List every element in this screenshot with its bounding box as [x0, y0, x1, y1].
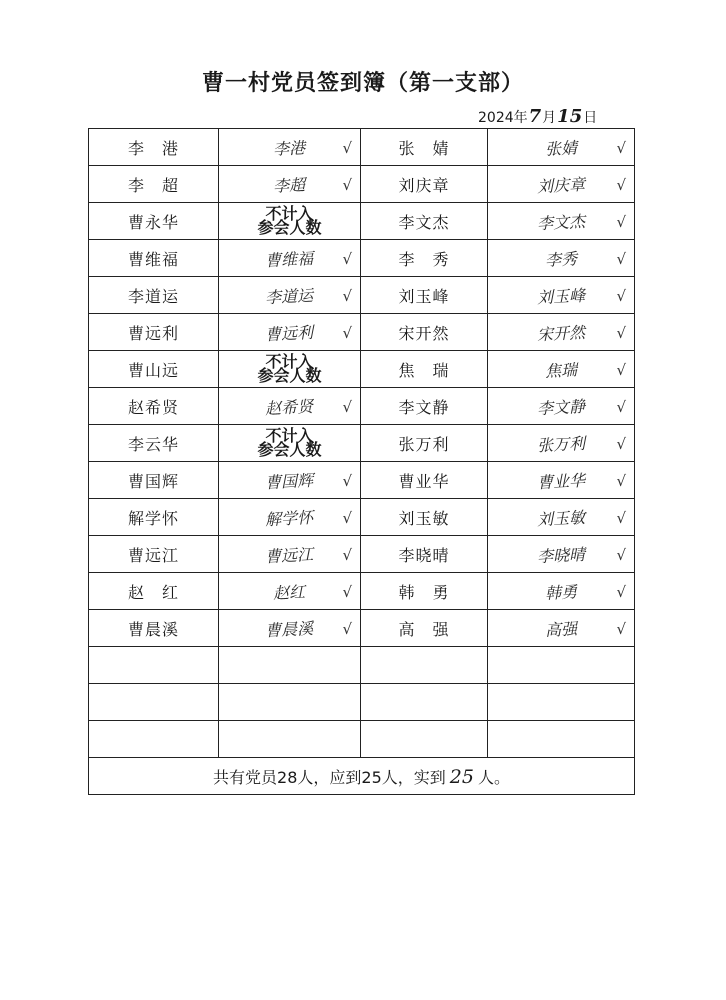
check-mark-icon: √	[616, 583, 626, 601]
check-mark-icon: √	[616, 398, 626, 416]
blank-cell	[219, 647, 361, 684]
member-row	[89, 203, 635, 240]
check-mark-icon: √	[616, 176, 626, 194]
sign-in-table-body	[89, 129, 635, 647]
summary-handwritten-count: 25	[449, 765, 474, 788]
note-line: 不计入	[265, 204, 314, 223]
blank-cell	[488, 647, 635, 684]
signature-cell	[488, 277, 635, 314]
member-name: 李 港	[89, 129, 219, 166]
member-name: 李晓晴	[361, 536, 488, 573]
not-counted-note	[219, 425, 361, 462]
member-row	[89, 462, 635, 499]
check-mark-icon: √	[342, 509, 352, 527]
member-name: 高 强	[361, 610, 488, 647]
note-line: 不计入	[265, 426, 314, 445]
member-name: 李 秀	[361, 240, 488, 277]
handwritten-signature: 焦瑞	[544, 359, 578, 381]
handwritten-signature: 宋开然	[536, 322, 586, 344]
signature-cell	[219, 314, 361, 351]
member-name: 李云华	[89, 425, 219, 462]
date-month-suffix: 月	[542, 110, 557, 126]
blank-cell	[219, 684, 361, 721]
member-name: 曹晨溪	[89, 610, 219, 647]
handwritten-signature: 赵希贤	[265, 396, 315, 418]
note-line: 参会人数	[257, 218, 322, 237]
member-name: 韩 勇	[361, 573, 488, 610]
blank-cell	[361, 647, 488, 684]
member-row	[89, 388, 635, 425]
date-line	[478, 106, 597, 127]
member-name: 曹远江	[89, 536, 219, 573]
check-mark-icon: √	[342, 398, 352, 416]
check-mark-icon: √	[342, 176, 352, 194]
note-line: 不计入	[265, 352, 314, 371]
handwritten-signature: 李文杰	[536, 211, 586, 233]
member-row	[89, 573, 635, 610]
date-day-suffix: 日	[583, 110, 598, 126]
summary-suffix: 人。	[477, 767, 510, 787]
member-name: 曹永华	[89, 203, 219, 240]
check-mark-icon: √	[342, 472, 352, 490]
member-row	[89, 240, 635, 277]
check-mark-icon: √	[616, 213, 626, 231]
not-counted-note	[219, 203, 361, 240]
blank-row	[89, 647, 635, 684]
handwritten-signature: 刘庆章	[536, 174, 586, 196]
check-mark-icon: √	[342, 620, 352, 638]
handwritten-signature: 李秀	[544, 248, 578, 270]
signature-cell	[219, 277, 361, 314]
blank-cell	[488, 684, 635, 721]
check-mark-icon: √	[342, 139, 352, 157]
handwritten-signature: 曹远江	[265, 544, 315, 566]
handwritten-signature: 李港	[273, 137, 307, 159]
member-name: 曹业华	[361, 462, 488, 499]
page-title: 曹一村党员签到簿（第一支部）	[201, 71, 524, 96]
blank-cell	[361, 684, 488, 721]
member-name: 李道运	[89, 277, 219, 314]
blank-cell	[89, 647, 219, 684]
handwritten-signature: 曹维福	[265, 248, 315, 270]
handwritten-signature: 解学怀	[265, 507, 315, 529]
member-row	[89, 166, 635, 203]
summary-row	[89, 758, 635, 795]
handwritten-signature: 李超	[273, 174, 307, 196]
signature-cell	[488, 388, 635, 425]
handwritten-signature: 曹国辉	[265, 470, 315, 492]
handwritten-signature: 张婧	[544, 137, 578, 159]
member-row	[89, 499, 635, 536]
member-name: 刘玉敏	[361, 499, 488, 536]
blank-cell	[488, 721, 635, 758]
check-mark-icon: √	[616, 250, 626, 268]
member-row	[89, 536, 635, 573]
signature-cell	[219, 610, 361, 647]
check-mark-icon: √	[342, 583, 352, 601]
sign-in-table	[88, 128, 635, 795]
member-name: 曹远利	[89, 314, 219, 351]
handwritten-signature: 曹业华	[536, 470, 586, 492]
check-mark-icon: √	[616, 472, 626, 490]
member-name: 李 超	[89, 166, 219, 203]
summary-text: 共有党员28人，应到25人，实到	[213, 767, 446, 787]
signature-cell	[219, 462, 361, 499]
blank-cell	[89, 721, 219, 758]
member-name: 赵希贤	[89, 388, 219, 425]
check-mark-icon: √	[616, 546, 626, 564]
check-mark-icon: √	[616, 139, 626, 157]
signature-cell	[488, 573, 635, 610]
handwritten-signature: 曹远利	[265, 322, 315, 344]
member-name: 张万利	[361, 425, 488, 462]
check-mark-icon: √	[616, 324, 626, 342]
date-day-handwritten: 15	[557, 106, 583, 127]
blank-row	[89, 684, 635, 721]
member-name: 曹维福	[89, 240, 219, 277]
signature-cell	[219, 536, 361, 573]
handwritten-signature: 韩勇	[544, 581, 578, 603]
member-row	[89, 351, 635, 388]
member-name: 李文静	[361, 388, 488, 425]
check-mark-icon: √	[616, 435, 626, 453]
member-name: 赵 红	[89, 573, 219, 610]
member-row	[89, 277, 635, 314]
member-row	[89, 129, 635, 166]
member-row	[89, 610, 635, 647]
signature-cell	[219, 573, 361, 610]
handwritten-signature: 李道运	[265, 285, 315, 307]
member-name: 曹山远	[89, 351, 219, 388]
blank-row	[89, 721, 635, 758]
signature-cell	[488, 203, 635, 240]
summary-cell	[89, 758, 635, 795]
check-mark-icon: √	[616, 509, 626, 527]
signature-cell	[488, 166, 635, 203]
member-name: 李文杰	[361, 203, 488, 240]
signature-cell	[488, 610, 635, 647]
signature-cell	[219, 388, 361, 425]
blank-cell	[361, 721, 488, 758]
date-year: 2024年	[478, 110, 528, 126]
date-month-handwritten: 7	[528, 106, 542, 127]
note-line: 参会人数	[257, 440, 322, 459]
signature-cell	[219, 240, 361, 277]
signature-cell	[488, 129, 635, 166]
check-mark-icon: √	[342, 287, 352, 305]
member-name: 张 婧	[361, 129, 488, 166]
blank-cell	[219, 721, 361, 758]
check-mark-icon: √	[342, 324, 352, 342]
note-line: 参会人数	[257, 366, 322, 385]
member-name: 焦 瑞	[361, 351, 488, 388]
signature-cell	[219, 129, 361, 166]
handwritten-signature: 刘玉峰	[536, 285, 586, 307]
check-mark-icon: √	[616, 620, 626, 638]
signature-cell	[488, 240, 635, 277]
signature-cell	[488, 499, 635, 536]
handwritten-signature: 曹晨溪	[265, 618, 315, 640]
signature-cell	[488, 314, 635, 351]
check-mark-icon: √	[616, 361, 626, 379]
member-name: 刘玉峰	[361, 277, 488, 314]
member-name: 解学怀	[89, 499, 219, 536]
signature-cell	[488, 536, 635, 573]
handwritten-signature: 张万利	[536, 433, 586, 455]
blank-cell	[89, 684, 219, 721]
handwritten-signature: 赵红	[273, 581, 307, 603]
signature-cell	[488, 351, 635, 388]
member-row	[89, 314, 635, 351]
member-row	[89, 425, 635, 462]
signature-cell	[488, 425, 635, 462]
signature-cell	[219, 499, 361, 536]
member-name: 曹国辉	[89, 462, 219, 499]
check-mark-icon: √	[616, 287, 626, 305]
handwritten-signature: 刘玉敏	[536, 507, 586, 529]
check-mark-icon: √	[342, 250, 352, 268]
member-name: 宋开然	[361, 314, 488, 351]
member-name: 刘庆章	[361, 166, 488, 203]
handwritten-signature: 高强	[544, 618, 578, 640]
handwritten-signature: 李文静	[536, 396, 586, 418]
check-mark-icon: √	[342, 546, 352, 564]
signature-cell	[488, 462, 635, 499]
not-counted-note	[219, 351, 361, 388]
signature-cell	[219, 166, 361, 203]
handwritten-signature: 李晓晴	[536, 544, 586, 566]
